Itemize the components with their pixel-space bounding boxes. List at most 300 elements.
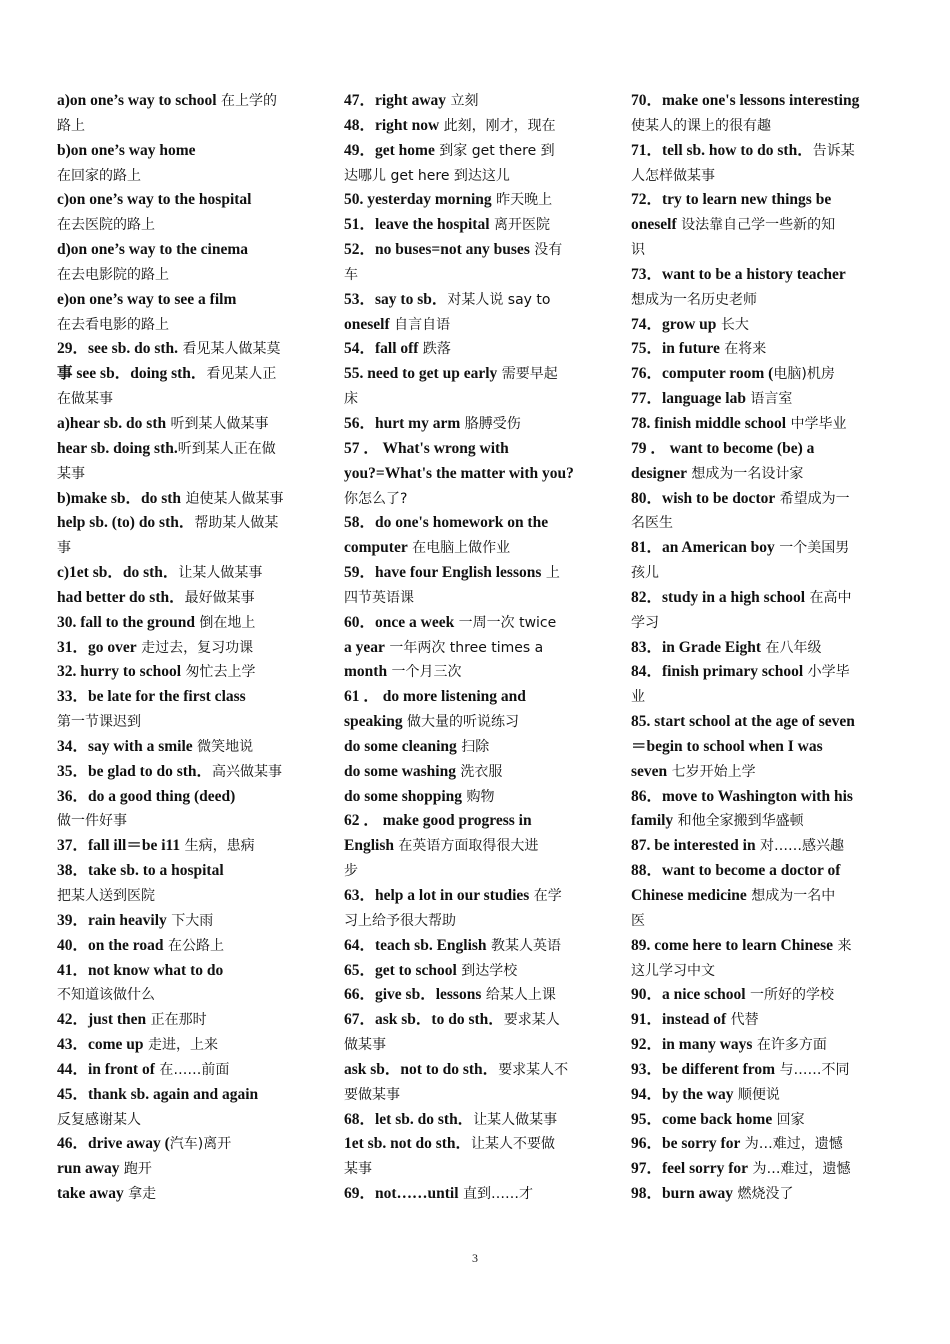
vocab-line (57, 535, 305, 560)
chinese-meaning: 代替 (726, 1012, 759, 1029)
vocab-line (631, 1007, 879, 1032)
english-phrase: ask sb．not to do sth． (344, 1060, 499, 1078)
english-phrase: 51．leave the hospital (344, 216, 490, 234)
chinese-meaning: 某事 (344, 1161, 372, 1178)
vocab-line (57, 361, 305, 386)
chinese-meaning: 需要早起 (497, 366, 558, 383)
vocab-line (631, 1057, 879, 1082)
vocab-line (344, 510, 592, 535)
chinese-meaning: 在上学的 (216, 93, 278, 109)
vocab-line (57, 336, 305, 361)
english-phrase: 65．get to school (344, 961, 457, 979)
english-phrase: 95．come back home (631, 1110, 773, 1128)
chinese-meaning: 来 (833, 937, 852, 954)
chinese-meaning: 立刻 (446, 93, 479, 109)
vocab-line (344, 734, 592, 759)
vocab-line (344, 1107, 592, 1132)
english-phrase: 81．an American boy (631, 539, 775, 557)
english-phrase: 78. finish middle school (631, 414, 787, 432)
chinese-meaning: 购物 (462, 788, 495, 805)
chinese-meaning: 顺便说 (733, 1086, 780, 1103)
chinese-meaning: 为…难过，遗憾 (748, 1161, 851, 1178)
chinese-meaning: 这儿学习中文 (631, 962, 715, 979)
english-phrase: 48．right now (344, 116, 440, 134)
chinese-meaning: 告诉某 (812, 142, 855, 159)
chinese-meaning: 医 (631, 912, 645, 929)
vocab-line (57, 933, 305, 958)
vocab-line (344, 336, 592, 361)
vocab-line (631, 361, 879, 386)
english-phrase: 30. fall to the ground (57, 613, 195, 631)
english-phrase: do some washing (344, 762, 456, 780)
vocab-line (57, 1007, 305, 1032)
vocab-line (344, 958, 592, 983)
vocab-line (631, 535, 879, 560)
english-phrase: family (631, 812, 674, 830)
vocab-line (631, 461, 879, 486)
vocab-line (57, 635, 305, 660)
vocab-line (344, 287, 592, 312)
english-phrase: 56．hurt my arm (344, 414, 461, 432)
vocab-line (57, 287, 305, 312)
vocab-line (57, 1057, 305, 1082)
vocab-line (57, 808, 305, 833)
chinese-meaning: 在将来 (719, 341, 767, 358)
chinese-meaning: 匆忙去上学 (181, 664, 256, 681)
chinese-meaning: 自言自语 (389, 316, 451, 333)
vocab-line (344, 411, 592, 436)
vocab-line (631, 262, 879, 287)
vocab-line (631, 784, 879, 809)
vocab-line (631, 163, 879, 188)
chinese-meaning: 一年两次 three times a (384, 639, 544, 656)
chinese-meaning: 学习 (631, 614, 659, 631)
english-phrase: 83．in Grade Eight (631, 638, 762, 656)
chinese-meaning: 四节英语课 (344, 589, 414, 606)
english-phrase: 49．get home (344, 141, 435, 159)
chinese-meaning: 迫使某人做某事 (181, 490, 284, 507)
chinese-meaning: 想成为一名设计家 (686, 465, 804, 482)
chinese-meaning: 设法靠自己学一些新的知 (676, 217, 836, 234)
vocab-line (344, 808, 592, 833)
chinese-meaning: 在八年级 (761, 639, 822, 656)
chinese-meaning: 第一节课迟到 (57, 714, 141, 731)
chinese-meaning: 最好做某事 (184, 589, 255, 606)
chinese-meaning: 拿走 (123, 1186, 157, 1203)
chinese-meaning: 在做某事 (57, 391, 113, 408)
chinese-meaning: 倒在地上 (194, 614, 256, 631)
vocab-line (344, 982, 592, 1007)
chinese-meaning: 燃烧没了 (733, 1186, 794, 1203)
vocab-line (344, 88, 592, 113)
chinese-meaning: 汽车)离开 (169, 1136, 232, 1153)
vocab-line (344, 361, 592, 386)
english-phrase: 38．take sb. to a hospital (57, 862, 224, 880)
english-phrase: 72．try to learn new things be (631, 191, 832, 209)
vocab-line (344, 784, 592, 809)
english-phrase: do some cleaning (344, 737, 457, 755)
chinese-meaning: 离开医院 (489, 217, 550, 234)
english-phrase: 62 ． make good progress in (344, 812, 532, 830)
chinese-meaning: 看见某人正 (206, 366, 277, 383)
chinese-meaning: 生病，患病 (180, 838, 255, 855)
english-phrase: 67．ask sb．to do sth． (344, 1011, 504, 1029)
vocab-line (344, 635, 592, 660)
english-phrase: 84．finish primary school (631, 663, 804, 681)
english-phrase: 41．not know what to do (57, 961, 224, 979)
chinese-meaning: 业 (631, 689, 645, 706)
chinese-meaning: 扫除 (456, 738, 490, 755)
chinese-meaning: 帮助某人做某 (194, 515, 279, 532)
chinese-meaning: 在英语方面取得很大进 (393, 838, 539, 855)
vocab-line (57, 659, 305, 684)
chinese-meaning: 在许多方面 (752, 1037, 827, 1054)
vocab-line (344, 386, 592, 411)
chinese-meaning: 在……前面 (154, 1061, 230, 1078)
chinese-meaning: 七岁开始上学 (667, 763, 756, 780)
vocab-line (631, 113, 879, 138)
chinese-meaning: 要求某人 (503, 1012, 560, 1029)
vocab-line (57, 833, 305, 858)
vocab-line (344, 461, 592, 486)
chinese-meaning: 让某人做某事 (178, 565, 263, 582)
chinese-meaning: 上 (541, 565, 560, 582)
vocab-line (344, 486, 592, 511)
english-phrase: 77．language lab (631, 390, 746, 408)
english-phrase: designer (631, 464, 687, 482)
english-phrase: 90．a nice school (631, 986, 746, 1004)
chinese-meaning: 到家 get there 到 (434, 142, 555, 159)
english-phrase: 37．fall ill＝be i11 (57, 837, 181, 855)
vocab-line (57, 709, 305, 734)
column-left (57, 88, 305, 1206)
vocab-line (57, 734, 305, 759)
chinese-meaning: 达哪儿 get here 到达这儿 (344, 167, 510, 184)
chinese-meaning: 一个美国男 (774, 540, 850, 557)
chinese-meaning: 中学毕业 (786, 415, 847, 432)
english-phrase: run away (57, 1160, 120, 1178)
chinese-meaning: 看见某人做某莫 (178, 341, 281, 358)
chinese-meaning: 做大量的听说练习 (402, 714, 520, 731)
english-phrase: 68．let sb. do sth． (344, 1110, 474, 1128)
english-phrase: you?=What's the matter with you? (344, 464, 574, 482)
english-phrase: help sb. (to) do sth． (57, 514, 195, 532)
chinese-meaning: 洗衣服 (455, 763, 503, 780)
english-phrase: 88．want to become a doctor of (631, 862, 841, 880)
vocab-line (344, 933, 592, 958)
chinese-meaning: 与……不同 (775, 1061, 850, 1078)
vocab-line (344, 585, 592, 610)
chinese-meaning: 在去看电影的路上 (57, 316, 169, 333)
english-phrase: 52．no buses=not any buses (344, 241, 530, 259)
english-phrase: 43．come up (57, 1036, 144, 1054)
english-phrase: b)on one’s way home (57, 141, 196, 159)
english-phrase: 50. yesterday morning (344, 191, 492, 209)
english-phrase: c)on one’s way to the hospital (57, 191, 252, 209)
english-phrase: oneself (631, 216, 677, 234)
english-phrase: 45．thank sb. again and again (57, 1085, 259, 1103)
vocab-line (57, 461, 305, 486)
english-phrase: 36．do a good thing (deed) (57, 787, 236, 805)
chinese-meaning: 走进，上来 (143, 1037, 218, 1054)
english-phrase: speaking (344, 713, 403, 731)
chinese-meaning: 步 (344, 863, 358, 880)
chinese-meaning: 车 (344, 266, 358, 283)
english-phrase: 74．grow up (631, 315, 717, 333)
english-phrase: 58．do one's homework on the (344, 514, 549, 532)
chinese-meaning: 名医生 (631, 515, 673, 532)
vocab-line (344, 709, 592, 734)
chinese-meaning: 床 (344, 391, 358, 408)
chinese-meaning: 事 (57, 540, 71, 557)
english-phrase: 32. hurry to school (57, 663, 181, 681)
vocab-line (631, 684, 879, 709)
vocab-line (344, 908, 592, 933)
chinese-meaning: 和他全家搬到华盛顿 (673, 813, 804, 830)
vocab-line (344, 684, 592, 709)
english-phrase: 29．see sb. do sth. (57, 340, 179, 358)
vocab-line (57, 411, 305, 436)
vocab-line (631, 1082, 879, 1107)
english-phrase: 42．just then (57, 1011, 147, 1029)
vocab-line (344, 237, 592, 262)
vocab-line (631, 486, 879, 511)
vocab-line (631, 833, 879, 858)
vocab-line (344, 659, 592, 684)
vocab-line (344, 759, 592, 784)
chinese-meaning: 想成为一名中 (746, 888, 836, 904)
chinese-meaning: 某事 (57, 465, 85, 482)
vocab-line (631, 88, 879, 113)
vocab-line (344, 312, 592, 337)
chinese-meaning: 一所好的学校 (745, 987, 834, 1004)
english-phrase: 47．right away (344, 92, 447, 109)
chinese-meaning: 高兴做某事 (212, 763, 283, 780)
vocab-line (344, 1181, 592, 1206)
vocab-line (631, 709, 879, 734)
english-phrase: 63．help a lot in our studies (344, 887, 530, 904)
english-phrase: a year (344, 638, 385, 656)
vocab-line (631, 411, 879, 436)
english-phrase: 事 see sb．doing sth． (57, 365, 207, 383)
vocab-line (57, 883, 305, 908)
english-phrase: 40．on the road (57, 936, 164, 954)
vocab-line (344, 262, 592, 287)
vocab-line (631, 734, 879, 759)
english-phrase: d)on one’s way to the cinema (57, 241, 249, 259)
chinese-meaning: 跑开 (119, 1161, 152, 1178)
chinese-meaning: 长大 (716, 316, 749, 333)
english-phrase: 93．be different from (631, 1060, 776, 1078)
english-phrase: 61 ． do more listening and (344, 688, 526, 706)
english-phrase: do some shopping (344, 787, 463, 805)
english-phrase: 34．say with a smile (57, 737, 193, 755)
vocab-line (344, 212, 592, 237)
vocab-line (631, 585, 879, 610)
chinese-meaning: 胳膊受伤 (460, 415, 521, 432)
chinese-meaning: 正在那时 (146, 1012, 207, 1029)
vocab-line (631, 808, 879, 833)
vocab-line (344, 560, 592, 585)
vocab-line (631, 187, 879, 212)
english-phrase: a)hear sb. do sth (57, 414, 167, 432)
chinese-meaning: 回家 (772, 1111, 805, 1128)
english-phrase: 55. need to get up early (344, 365, 498, 383)
chinese-meaning: 在学 (529, 888, 562, 904)
vocab-line (57, 684, 305, 709)
vocab-line (344, 535, 592, 560)
chinese-meaning: 在去电影院的路上 (57, 266, 169, 283)
chinese-meaning: 要求某人不 (498, 1061, 569, 1078)
vocab-line (631, 1032, 879, 1057)
vocab-line (57, 1181, 305, 1206)
column-middle (344, 88, 592, 1206)
vocab-line (631, 858, 879, 883)
english-phrase: b)make sb．do sth (57, 489, 182, 507)
english-phrase: 87. be interested in (631, 837, 756, 855)
vocab-line (344, 436, 592, 461)
vocab-line (631, 759, 879, 784)
vocab-line (57, 610, 305, 635)
column-right (631, 88, 879, 1206)
english-phrase: 86．move to Washington with his (631, 787, 853, 805)
vocab-line (631, 883, 879, 908)
vocab-line (57, 585, 305, 610)
vocab-line (631, 436, 879, 461)
vocab-line (631, 510, 879, 535)
english-phrase: had better do sth． (57, 588, 185, 606)
chinese-meaning: 做一件好事 (57, 813, 127, 830)
chinese-meaning: 给某人上课 (481, 987, 556, 1004)
chinese-meaning: 反复感谢某人 (57, 1111, 141, 1128)
english-phrase: 35．be glad to do sth． (57, 762, 213, 780)
english-phrase: 60．once a week (344, 613, 455, 631)
chinese-meaning: 此刻，刚才，现在 (439, 117, 556, 134)
vocab-line (344, 833, 592, 858)
vocab-line (57, 759, 305, 784)
chinese-meaning: 在公路上 (163, 937, 224, 954)
english-phrase: 97．feel sorry for (631, 1160, 749, 1178)
chinese-meaning: 小学毕 (803, 664, 850, 681)
english-phrase: 57 ． What's wrong with (344, 439, 509, 457)
vocab-line (344, 1007, 592, 1032)
vocab-line (631, 635, 879, 660)
chinese-meaning: 到达学校 (456, 962, 518, 979)
vocab-line (631, 212, 879, 237)
vocab-line (57, 1156, 305, 1181)
chinese-meaning: 一周一次 twice (454, 614, 557, 631)
vocab-line (631, 287, 879, 312)
vocab-line (57, 187, 305, 212)
chinese-meaning: 对……感兴趣 (755, 838, 845, 855)
chinese-meaning: 听到某人做某事 (166, 415, 269, 432)
vocab-line (631, 1156, 879, 1181)
chinese-meaning: 路上 (57, 117, 85, 134)
english-phrase: 1et sb. not do sth． (344, 1135, 472, 1153)
vocab-line (344, 610, 592, 635)
english-phrase: 85. start school at the age of seven (631, 713, 855, 731)
vocab-line (57, 436, 305, 461)
english-phrase: 75．in future (631, 340, 720, 358)
chinese-meaning: 跌落 (418, 341, 451, 358)
page-number: 3 (472, 1251, 478, 1265)
vocab-line (631, 610, 879, 635)
vocab-line (57, 982, 305, 1007)
chinese-meaning: 识 (631, 242, 645, 259)
vocab-line (631, 237, 879, 262)
vocab-line (631, 336, 879, 361)
vocab-line (344, 163, 592, 188)
chinese-meaning: 听到某人正在做 (177, 440, 276, 457)
english-phrase: 53．say to sb． (344, 290, 448, 308)
vocab-line (57, 163, 305, 188)
chinese-meaning: 为…难过，遗憾 (740, 1136, 843, 1153)
english-phrase: 33．be late for the first class (57, 688, 246, 706)
chinese-meaning: 把某人送到医院 (57, 888, 155, 904)
chinese-meaning: 没有 (529, 242, 563, 259)
english-phrase: e)on one’s way to see a film (57, 290, 237, 308)
vocab-line (57, 1107, 305, 1132)
vocab-line (631, 659, 879, 684)
vocab-line (631, 1181, 879, 1206)
english-phrase: 44．in front of (57, 1060, 155, 1078)
vocab-line (631, 138, 879, 163)
english-phrase: 91．instead of (631, 1011, 727, 1029)
chinese-meaning: 你怎么了? (344, 490, 408, 507)
english-phrase: 39．rain heavily (57, 911, 167, 929)
chinese-meaning: 教某人英语 (486, 937, 561, 954)
vocab-line (631, 982, 879, 1007)
english-phrase: 89. come here to learn Chinese (631, 936, 834, 954)
chinese-meaning: 习上给予很大帮助 (344, 912, 456, 929)
english-phrase: 94．by the way (631, 1085, 734, 1103)
chinese-meaning: 在回家的路上 (57, 167, 141, 184)
chinese-meaning: 在去医院的路上 (57, 217, 155, 234)
chinese-meaning: 让某人不要做 (471, 1136, 556, 1153)
vocab-line (57, 958, 305, 983)
vocab-line (57, 858, 305, 883)
english-phrase: 69．not……until (344, 1185, 459, 1203)
english-phrase: c)1et sb．do sth． (57, 564, 179, 582)
vocab-line (57, 1131, 305, 1156)
chinese-meaning: 电脑)机房 (773, 366, 835, 383)
english-phrase: 64．teach sb. English (344, 936, 487, 954)
english-phrase: 82．study in a high school (631, 588, 805, 606)
english-phrase: 96．be sorry for (631, 1135, 741, 1153)
english-phrase: 70．make one's lessons interesting (631, 92, 860, 109)
chinese-meaning: 一个月三次 (387, 664, 462, 681)
vocab-line (57, 1032, 305, 1057)
vocab-line (57, 113, 305, 138)
chinese-meaning: 语言室 (745, 391, 793, 408)
vocab-line (57, 560, 305, 585)
english-phrase: 59．have four English lessons (344, 564, 542, 582)
vocab-line (631, 958, 879, 983)
chinese-meaning: 不知道该做什么 (57, 987, 155, 1004)
vocab-line (57, 386, 305, 411)
vocab-line (631, 386, 879, 411)
vocab-line (344, 113, 592, 138)
chinese-meaning: 对某人说 say to (447, 291, 551, 308)
english-phrase: take away (57, 1185, 124, 1203)
english-phrase: English (344, 837, 394, 855)
english-phrase: 76．computer room ( (631, 365, 774, 383)
chinese-meaning: 孩儿 (631, 565, 659, 582)
english-phrase: 54．fall off (344, 340, 419, 358)
vocab-line (631, 908, 879, 933)
chinese-meaning: 在高中 (805, 589, 852, 606)
vocab-line (631, 560, 879, 585)
